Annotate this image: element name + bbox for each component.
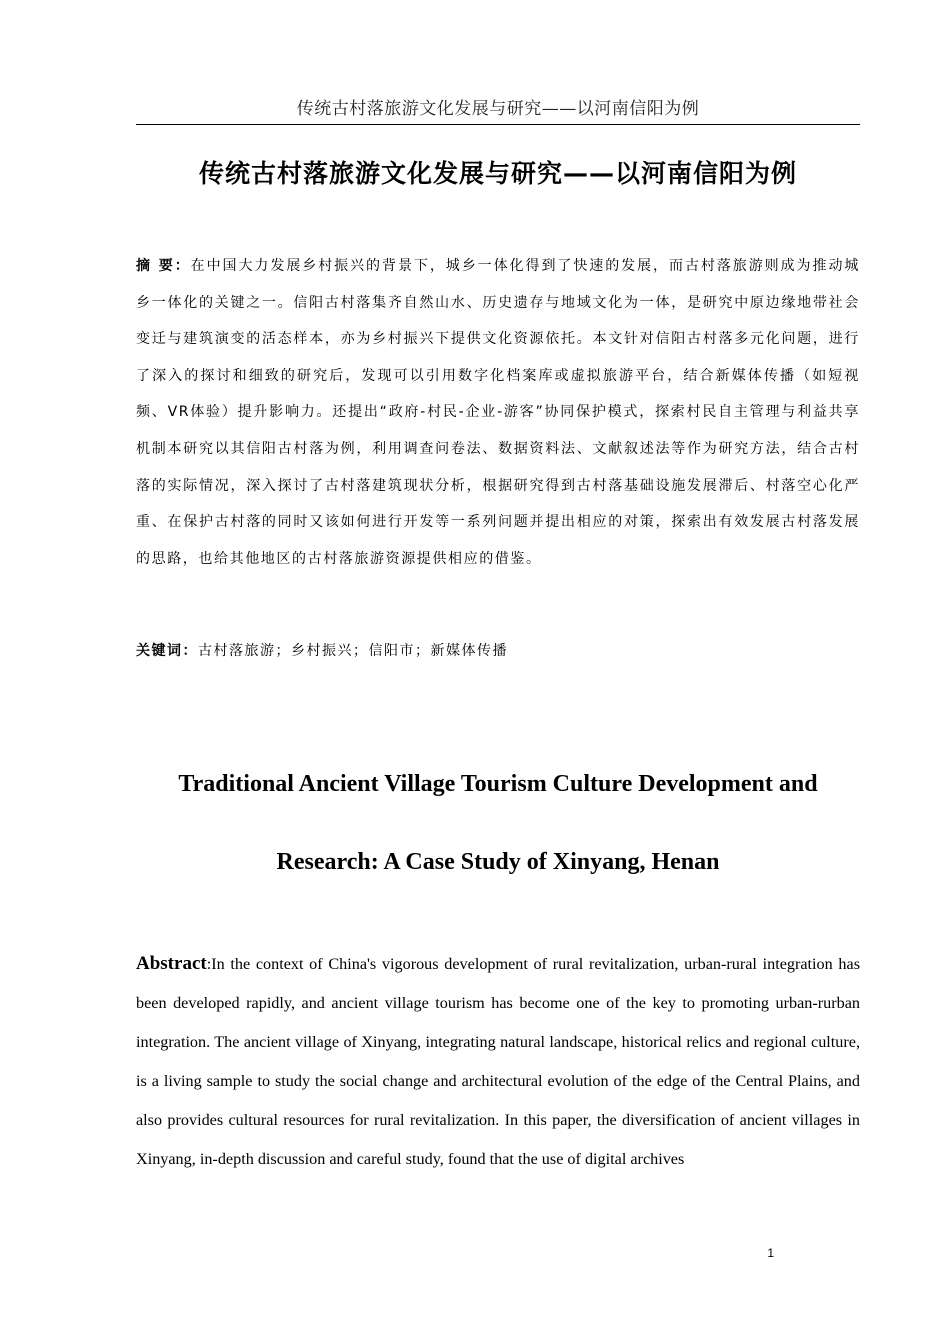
running-header: 传统古村落旅游文化发展与研究——以河南信阳为例 xyxy=(296,99,700,119)
page-number: 1 xyxy=(767,1246,774,1260)
english-abstract xyxy=(136,944,860,1179)
english-abstract-text: :In the context of China's vigorous development of rural revitalization, urban-rural integration has been developed rapidly, and ancient village tourism has become one of the key to promoting urban-rurban integration. The ancient village of Xinyang, integrating natural landscape, historical relics and regional culture, is a living sample to study the social change and architectural evolution of the edge of the Central Plains, and also provides cultural resources for rural revitalization. In this paper, the diversification of ancient villages in Xinyang, in-depth discussion and careful study, found that the use of digital archives xyxy=(136,955,860,1168)
chinese-keywords-text: 古村落旅游；乡村振兴；信阳市；新媒体传播 xyxy=(198,643,508,659)
english-title: Traditional Ancient Village Tourism Culture Development and Research: A Case Study of Xinyang, Henan xyxy=(178,771,818,875)
chinese-abstract xyxy=(136,248,860,577)
header-rule xyxy=(136,124,860,125)
chinese-abstract-text: 在中国大力发展乡村振兴的背景下，城乡一体化得到了快速的发展，而古村落旅游则成为推动城乡一体化的关键之一。信阳古村落集齐自然山水、历史遗存与地域文化为一体，是研究中原边缘地带社会变迁与建筑演变的活态样本，亦为乡村振兴下提供文化资源依托。本文针对信阳古村落多元化问题，进行了深入的探讨和细致的研究后，发现可以引用数字化档案库或虚拟旅游平台，结合新媒体传播（如短视频、VR体验）提升影响力。还提出“政府-村民-企业-游客”协同保护模式，探索村民自主管理与利益共享机制本研究以其信阳古村落为例，利用调查问卷法、数据资料法、文献叙述法等作为研究方法，结合古村落的实际情况，深入探讨了古村落建筑现状分析，根据研究得到古村落基础设施发展滞后、村落空心化严重、在保护古村落的同时又该如何进行开发等一系列问题并提出相应的对策，探索出有效发展古村落发展的思路，也给其他地区的古村落旅游资源提供相应的借鉴。 xyxy=(136,258,860,567)
chinese-title: 传统古村落旅游文化发展与研究——以河南信阳为例 xyxy=(198,159,797,188)
english-abstract-label: Abstract xyxy=(136,953,207,974)
chinese-abstract-label: 摘 要： xyxy=(136,258,191,274)
chinese-keywords-label: 关键词： xyxy=(136,643,198,659)
chinese-keywords xyxy=(136,633,860,669)
